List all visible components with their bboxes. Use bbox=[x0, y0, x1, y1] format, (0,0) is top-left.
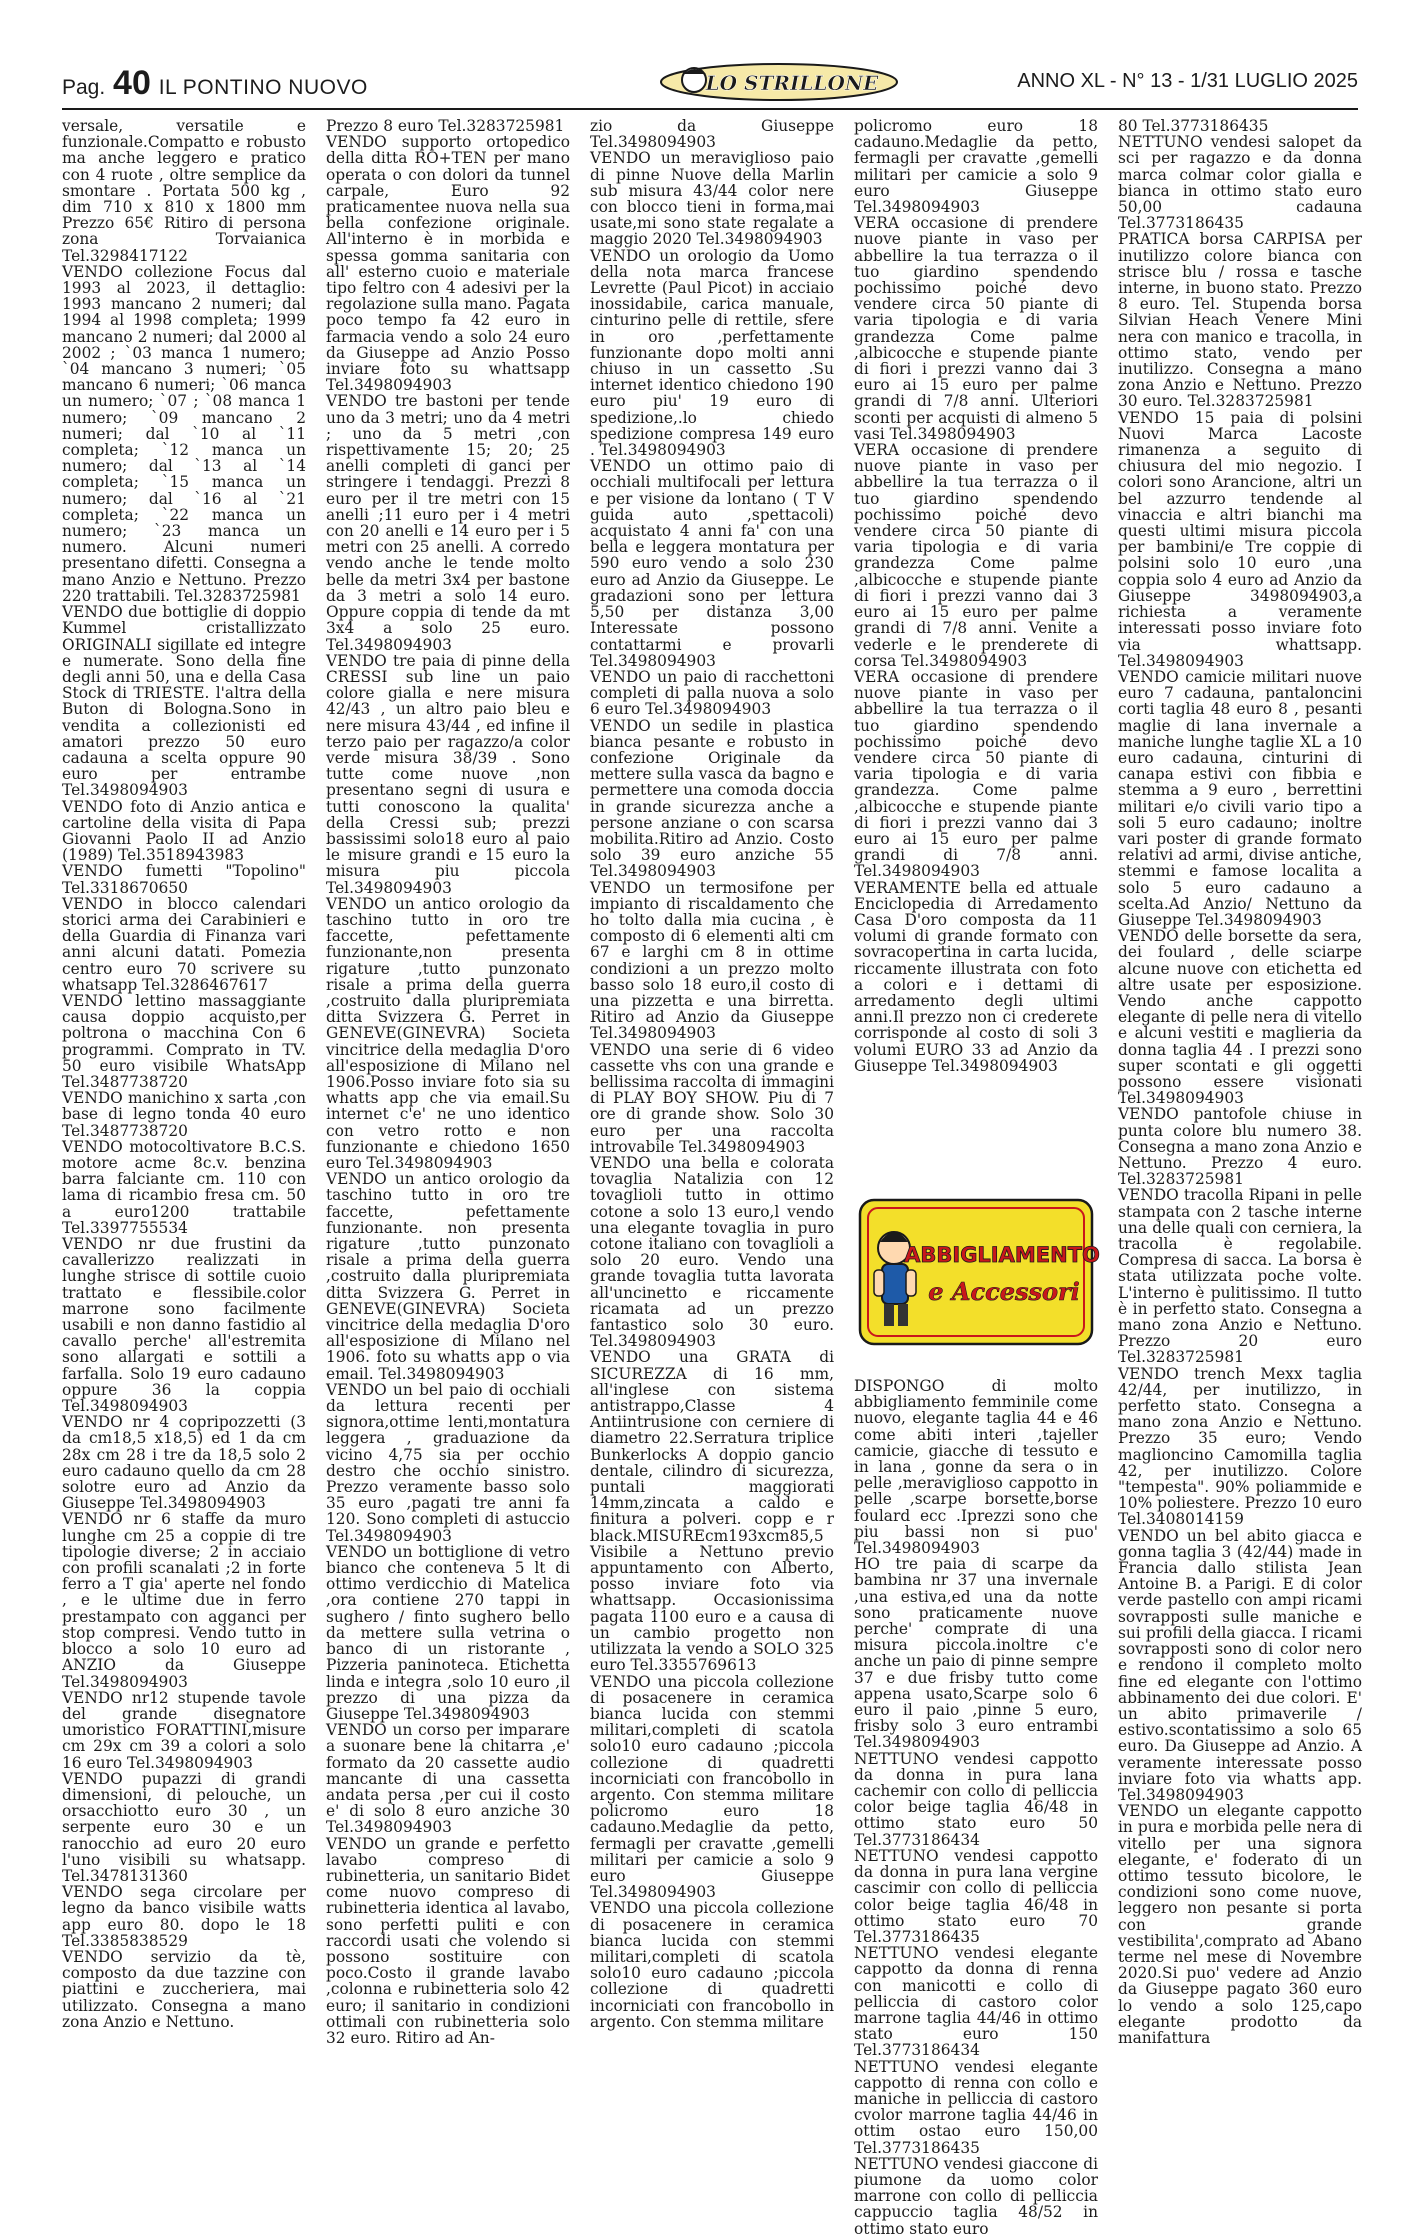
classified-ad: zio da Giuseppe Tel.3498094903 bbox=[590, 117, 834, 152]
section-banner-graphic bbox=[854, 1192, 1098, 1352]
classified-ad: VERA occasione di prendere nuove piante in vaso per abbellire la tua terrazza o il tuo giardino spendendo pochissimo poiché devo vendere circa 50 piante di varia tipologia e di varia grandezza Come palme ,albicocche e stupende piante di fiori i prezzi vanno dai 3 euro ai 15 euro per palme grandi di 7/8 anni. Ulteriori sconti per acquisti di almeno 5 vasi Tel.3498094903 bbox=[854, 214, 1098, 443]
section-title: ABBIGLIAMENTO bbox=[904, 1243, 1100, 1267]
classified-ad: policromo euro 18 cadauno.Medaglie da petto, fermagli per cravatte ,gemelli militari per camicie a solo 9 euro Giuseppe Tel.3498094903 bbox=[854, 117, 1098, 217]
classified-ad: VENDO un corso per imparare a suonare bene la chitarra ,e' formato da 20 cassette audio mancante di una cassetta andata persa ,per cui il costo e' di solo 8 euro anziche 30 Tel.3498094903 bbox=[326, 1721, 570, 1837]
ad-column-2 bbox=[326, 117, 570, 2047]
classified-ad: VENDO fumetti "Topolino" Tel.3318670650 bbox=[62, 862, 306, 897]
classified-ad: VENDO servizio da tè, composto da due tazzine con piattini e zuccheriera, mai utilizzato. Consegna a mano zona Anzio e Nettuno. bbox=[62, 1947, 306, 2031]
header-rule bbox=[62, 108, 1358, 110]
classified-ad: VENDO due bottiglie di doppio Kummel cristallizzato ORIGINALI sigillate ed integre e numerate. Sono della fine degli anni 50, una e della Casa Stock di TRIESTE. l'altra della Buton di Bologna.Sono in vendita a collezionisti ed amatori prezzo 50 euro cadauna a scelta oppure 90 euro per entrambe Tel.3498094903 bbox=[62, 603, 306, 800]
classified-ad: VENDO nr 4 copripozzetti (3 da cm18,5 x18,5) ed 1 da cm 28x cm 28 i tre da 18,5 solo 2 euro cadauno quello da cm 28 solotre euro ad Anzio da Giuseppe Tel.3498094903 bbox=[62, 1413, 306, 1513]
ad-column-4 bbox=[854, 117, 1100, 2238]
classified-ad: VENDO un bottiglione di vetro bianco che conteneva 5 lt di ottimo verdicchio di Matelica ,ora contiene 270 tappi in sughero / finto sughero bello da mettere sulla vetrina o banco di un ristorante , Pizzeria paninoteca. Etichetta linda e integra ,solo 10 euro ,il prezzo di una pizza da Giuseppe Tel.3498094903 bbox=[326, 1542, 570, 1723]
classified-ad: VENDO un bel paio di occhiali da lettura recenti per signora,ottime lenti,montatura leggera , graduazione da vicino 4,75 sia per occhio destro che occhio sinistro. Prezzo veramente basso solo 35 euro ,pagati tre anni fa 120. Sono completi di astuccio Tel.3498094903 bbox=[326, 1380, 570, 1545]
classified-ad: VENDO lettino massaggiante causa doppio acquisto,per poltrona o macchina Con 6 programmi. Comprato in TV. 50 euro visibile WhatsApp Tel.3487738720 bbox=[62, 991, 306, 1091]
classified-ad: VENDO tre bastoni per tende uno da 3 metri; uno da 4 metri ; uno da 5 metri ,con rispettivamente 15; 20; 25 anelli completi di ganci per stringere i tendaggi. Prezzi 8 euro per il tre metri con 15 anelli ;11 euro per i 4 metri con 20 anelli e 14 euro per i 5 metri con 25 anelli. A corredo vendo anche le tende molto belle da metri 3x4 per bastone da 3 metri a solo 14 euro. Oppure coppia di tende da mt 3x4 a solo 25 euro. Tel.3498094903 bbox=[326, 392, 570, 654]
classified-ad: HO tre paia di scarpe da bambina nr 37 una invernale ,una estiva,ed una da notte sono praticamente nuove perche' comprate di una misura piccola.inoltre c'e anche un paio di pinne sempre 37 e due frisby tutto come appena usato,Scarpe solo 6 euro il paio ,pinne 5 euro, frisby solo 3 euro entrambi Tel.3498094903 bbox=[854, 1555, 1098, 1752]
newspaper-name: IL PONTINO NUOVO bbox=[158, 76, 368, 99]
classified-ad: VENDO 15 paia di polsini Nuovi Marca Lacoste rimanenza a seguito di chiusura del mio negozio. I colori sono Arancione, altri un bel azzurro tendende al vinaccia e altri bianchi ma questi ultimi misura piccola per bambini/e Tre coppie di polsini solo 10 euro ,una coppia solo 4 euro ad Anzio da Giuseppe 3498094903,a richiesta a veramente interessati posso inviare foto via whattsapp. Tel.3498094903 bbox=[1118, 408, 1362, 670]
classified-ad: VENDO manichino x sarta ,con base di legno tonda 40 euro Tel.3487738720 bbox=[62, 1089, 306, 1140]
classified-ad: VERAMENTE bella ed attuale Enciclopedia di Arredamento Casa D'oro composta da 11 volumi di grande formato con sovracopertina in carta lucida, riccamente illustrata con foto a colori e i dettami di arredamento degli ultimi anni.Il prezzo non ci crederete corrisponde al costo di soli 3 volumi EURO 33 ad Anzio da Giuseppe Tel.3498094903 bbox=[854, 878, 1098, 1075]
classified-ad: VENDO un bel abito giacca e gonna taglia 3 (42/44) made in Francia dallo stilista Jean Antoine B. a Parigi. E di color verde pastello con ampi ricami sovrapposti sulle maniche e sui profili della giacca. I ricami sovrapposti sono di color nero e rendono il completo molto fine ed elegante con l'ottimo abbinamento dei due colori. E' un abito primaverile / estivo.scontatissimo a solo 65 euro. Da Giuseppe ad Anzio. A veramente interessate posso inviare foto via whatts app. Tel.3498094903 bbox=[1118, 1526, 1362, 1804]
classified-ad: VENDO una bella e colorata tovaglia Natalizia con 12 tovaglioli tutto in ottimo cotone a solo 13 euro,l vendo una elegante tovaglia in puro cotone italiano con tovaglioli a solo 20 euro. Vendo una grande tovaglia tutta lavorata all'uncinetto e riccamente ricamata ad un prezzo fantastico solo 30 euro. Tel.3498094903 bbox=[590, 1154, 834, 1351]
classified-ad: VENDO un antico orologio da taschino tutto in oro tre faccette, pefettamente funzionante,non presenta rigature ,tutto punzonato risale a prima della guerra ,costruito dalla pluripremiata ditta Svizzera G. Perret in GENEVE(GINEVRA) Societa vincitrice della medaglia D'oro all'esposizione di Milano nel 1906.Posso inviare foto sia su whatts app che via email.Su internet c'e' ne uno identico con vetro rotto e non funzionante e chiedono 1650 euro Tel.3498094903 bbox=[326, 894, 570, 1172]
classified-ad: VENDO tre paia di pinne della CRESSI sub line un paio colore gialla e nere misura 42/43 , un altro paio bleu e nere misura 43/44 , ed infine il terzo paio per ragazzo/a color verde misura 38/39 . Sono tutte come nuove ,non presentano segni di usura e tutti conoscono la qualita' della Cressi sub; prezzi bassissimi solo18 euro al paio le misure grandi e 15 euro la misura piu piccola Tel.3498094903 bbox=[326, 651, 570, 897]
page-header bbox=[62, 58, 1358, 108]
ad-column-4-lower bbox=[854, 1377, 1098, 2238]
classified-ad: VENDO delle borsette da sera, dei foulard , delle sciarpe alcune nuove con etichetta ed altre usate per esposizione. Vendo anche cappotto elegante di pelle nera di vitello e alcuni vestiti e maglieria da donna taglia 44 . I prezzi sono super scontati e gli oggetti possono essere visionati Tel.3498094903 bbox=[1118, 927, 1362, 1108]
classified-ad: VENDO una serie di 6 video cassette vhs con una grande e bellissima raccolta di immagini di PLAY BOY SHOW. Piu di 7 ore di grande show. Solo 30 euro per una raccolta introvabile Tel.3498094903 bbox=[590, 1040, 834, 1156]
section-banner-abbigliamento bbox=[854, 1192, 1098, 1352]
classified-ad: VERA occasione di prendere nuove piante in vaso per abbellire la tua terrazza o il tuo giardino spendendo pochissimo poiché devo vendere circa 50 piante di varia tipologia e di varia grandezza Come palme ,albicocche e stupende piante di fiori i prezzi vanno dai 3 euro ai 15 euro per palme grandi di 7/8 anni. Venite a vederle e le prenderete di corsa Tel.3498094903 bbox=[854, 441, 1098, 670]
ad-column-4-upper bbox=[854, 118, 1098, 1178]
classified-ad: VENDO pantofole chiuse in punta colore blu numero 38. Consegna a mano zona Anzio e Nettuno. Prezzo 4 euro. Tel.3283725981 bbox=[1118, 1105, 1362, 1189]
classified-ad: VENDO un elegante cappotto in pura e morbida pelle nera di vitello per una signora elegante, e' foderato di un ottimo tessuto bicolore, le condizioni sono come nuove, leggero non pesante si porta con grande vestibilita',comprato ad Abano terme nel mese di Novembre 2020.Si puo' vedere ad Anzio da Giuseppe pagato 360 euro lo vendo a solo 125,capo elegante prodotto da manifattura bbox=[1118, 1802, 1362, 2047]
classified-ad: VENDO nr due frustini da cavallerizzo realizzati in lunghe strisce di sottile cuoio trattato e flessibile.color marrone sono facilmente usabili e non danno fastidio al cavallo perche' all'estremita sono allargati e sottili a farfalla. Solo 19 euro cadauno oppure 36 la coppia Tel.3498094903 bbox=[62, 1235, 306, 1416]
page-label: Pag. bbox=[62, 76, 106, 99]
section-subtitle: e Accessori bbox=[928, 1277, 1080, 1306]
classified-ad: VENDO un ottimo paio di occhiali multifocali per lettura e per visione da lontano ( T V guida auto ,spettacoli) acquistato 4 anni fa' con una bella e leggera montatura per 590 euro vendo a solo 230 euro ad Anzio da Giuseppe. Le gradazioni sono per lettura 5,50 per distanza 3,00 Interessate possono contattarmi e provarli Tel.3498094903 bbox=[590, 457, 834, 670]
page-number: 40 bbox=[113, 64, 151, 102]
classified-ad: DISPONGO di molto abbigliamento femminile come nuovo, elegante taglia 44 e 46 come abiti interi ,tajeller camicie, giacche di tessuto e in lana , gonne da sera o in pelle ,meraviglioso cappotto in pelle ,scarpe borsette,borse foulard ecc .Iprezzi sono che piu bassi non si puo' Tel.3498094903 bbox=[854, 1377, 1098, 1558]
ad-column-1 bbox=[62, 117, 306, 2031]
classified-ad: VENDO una GRATA di SICUREZZA di 16 mm, all'inglese con sistema antistrappo,Classe 4 Antiintrusione con cerniere di diametro 22.Serratura triplice Bunkerlocks A doppio gancio dentale, cilindro di sicurezza, puntali maggiorati 14mm,zincata a caldo e finitura a polveri. copp e r black.MISUREcm193xcm85,5 Visibile a Nettuno previo appuntamento con Alberto, posso inviare foto via whattsapp. Occasionissima pagata 1100 euro e a causa di un cambio progetto non utilizzata la vendo a SOLO 325 euro Tel.3355769613 bbox=[590, 1348, 834, 1675]
classified-ad: VENDO una piccola collezione di posacenere in ceramica bianca lucida con stemmi militari,completi di scatola solo10 euro cadauno ;piccola collezione di quadretti incorniciati con francobollo in argento. Con stemma militare bbox=[590, 1899, 834, 2031]
classified-ad: VENDO motocoltivatore B.C.S. motore acme 8c.v. benzina barra falciante cm. 110 con lama di ricambio fresa cm. 50 a euro1200 trattabile Tel.3397755534 bbox=[62, 1137, 306, 1237]
logo-text: LO STRILLONE bbox=[705, 71, 879, 95]
classified-ad: VENDO in blocco calendari storici arma dei Carabinieri e della Guardia di Finanza vari anni alcuni datati. Pomezia centro euro 70 scrivere su whatsapp Tel.3286467617 bbox=[62, 894, 306, 994]
lo-strillone-logo bbox=[654, 58, 904, 104]
classified-ad: NETTUNO vendesi giaccone di piumone da uomo color marrone con collo di pelliccia cappuccio taglia 48/52 in ottimo stato euro bbox=[854, 2154, 1098, 2238]
classified-ad: VENDO sega circolare per legno da banco visibile watts app euro 80. dopo le 18 Tel.3385838529 bbox=[62, 1883, 306, 1950]
classified-ad: VENDO un termosifone per impianto di riscaldamento che ho tolto dalla mia cucina , è composto di 6 elementi alti cm 67 e larghi cm 8 in ottime condizioni a un prezzo molto basso solo 18 euro,il costo di una pizzetta e una birretta. Ritiro ad Anzio da Giuseppe Tel.3498094903 bbox=[590, 878, 834, 1043]
classified-ad: VENDO un antico orologio da taschino tutto in oro tre faccette, pefettamente funzionante. non presenta rigature ,tutto punzonato risale a prima della guerra ,costruito dalla pluripremiata ditta Svizzera G. Perret in GENEVE(GINEVRA) Societa vincitrice della medaglia D'oro all'esposizione di Milano nel 1906. foto su whatts app o via email. Tel.3498094903 bbox=[326, 1170, 570, 1383]
ad-column-3 bbox=[590, 117, 834, 2031]
classified-ad: NETTUNO vendesi salopet da sci per ragazzo e da donna marca colmar color gialla e bianca in ottimo stato euro 50,00 cadauna Tel.3773186435 bbox=[1118, 133, 1362, 233]
classified-ad: NETTUNO vendesi elegante cappotto di renna con collo e maniche in pelliccia di castoro cvolor marrone taglia 44/46 in ottim ostao euro 150,00 Tel.3773186435 bbox=[854, 2057, 1098, 2157]
classified-ad: VENDO camicie militari nuove euro 7 cadauna, pantaloncini corti taglia 48 euro 8 , pesanti maglie di lana invernale a maniche lunghe taglie XL a 10 euro cadauna, cinturini di canapa estivi con fibbia e stemma a 9 euro , berrettini militari e/o civili vario tipo a soli 5 euro cadauno; inoltre vari poster di grande formato relativi ad armi, divise antiche, stemmi e famose localita a solo 5 euro cadauno a scelta.Ad Anzio/ Nettuno da Giuseppe Tel.3498094903 bbox=[1118, 667, 1362, 929]
classified-ad: VENDO foto di Anzio antica e cartoline della visita di Papa Giovanni Paolo II ad Anzio (1989) Tel.3518943983 bbox=[62, 797, 306, 865]
classified-ad: Prezzo 8 euro Tel.3283725981 bbox=[326, 117, 565, 135]
classified-ad: VENDO supporto ortopedico della ditta RO+TEN per mano operata o con dolori da tunnel carpale, Euro 92 praticamentee nuova nella sua bella confezione originale. All'interno è in morbida e spessa gomma sanitaria con all' esterno cuoio e materiale tipo feltro con 4 adesivi per la regolazione sulla mano. Pagata poco tempo fa 42 euro in farmacia vendo a solo 24 euro da Giuseppe ad Anzio Posso inviare foto su whattsapp Tel.3498094903 bbox=[326, 133, 570, 395]
classified-ad: VENDO pupazzi di grandi dimensioni, di pelouche, un orsacchiotto euro 30 , un serpente euro 30 e un ranocchio ad euro 20 euro l'uno visibili su whatsapp. Tel.3478131360 bbox=[62, 1769, 306, 1885]
classified-ad: VENDO nr12 stupende tavole del grande disegnatore umoristico FORATTINI,misure cm 29x cm 39 a colori a solo 16 euro Tel.3498094903 bbox=[62, 1688, 306, 1772]
classified-ad: 80 Tel.3773186435 bbox=[1118, 117, 1269, 135]
classified-ad: VENDO tracolla Ripani in pelle stampata con 2 tasche interne una delle quali con cerniera, la tracolla è regolabile. Compresa di sacca. La borsa è stata utilizzata poche volte. L'interno è pulitissimo. Il tutto è in perfetto stato. Consegna a mano zona Anzio e Nettuno. Prezzo 20 euro Tel.3283725981 bbox=[1118, 1186, 1362, 1367]
classified-ad: VENDO un paio di racchettoni completi di palla nuova a solo 6 euro Tel.3498094903 bbox=[590, 667, 834, 719]
classified-ad: NETTUNO vendesi cappotto da donna in pura lana cachemir con collo di pelliccia color beige taglia 46/48 in ottimo stato euro 50 Tel.3773186434 bbox=[854, 1749, 1098, 1849]
classified-ad: versale, versatile e funzionale.Compatto e robusto ma anche leggero e pratico con 4 ruote , oltre semplice da smontare . Portata 500 kg , dim 710 x 810 x 1800 mm Prezzo 65€ Ritiro di persona zona Torvaianica Tel.3298417122 bbox=[62, 117, 306, 265]
classified-ad: VENDO un grande e perfetto lavabo compreso di rubinetteria, un sanitario Bidet come nuovo compreso di rubinetteria identica al lavabo, sono perfetti puliti e con raccordi usati che volendo si possono sostituire con poco.Costo il grande lavabo ,colonna e rubinetteria solo 42 euro; il sanitario in condizioni ottimali con rubinetteria solo 32 euro. Ritiro ad An- bbox=[326, 1834, 570, 2047]
page-number-block bbox=[62, 64, 368, 103]
classified-ad: VENDO nr 6 staffe da muro lunghe cm 25 a coppie di tre tipologie diverse; 2 in acciaio con profili scanalati ;2 in forte ferro a T gia' aperte nel fondo , e le ultime due in ferro prestampato con agganci per stop compresi. Vendo tutto in blocco a solo 10 euro ad ANZIO da Giuseppe Tel.3498094903 bbox=[62, 1510, 306, 1691]
classified-ad: VENDO una piccola collezione di posacenere in ceramica bianca lucida con stemmi militari,completi di scatola solo10 euro cadauno ;piccola collezione di quadretti incorniciati con francobollo in argento. Con stemma militare policromo euro 18 cadauno.Medaglie da petto, fermagli per cravatte ,gemelli militari per camicie a solo 9 euro Giuseppe Tel.3498094903 bbox=[590, 1672, 834, 1902]
classified-ad: VERA occasione di prendere nuove piante in vaso per abbellire la tua terrazza o il tuo giardino spendendo pochissimo poiché devo vendere circa 50 piante di varia tipologia e di varia grandezza. Come palme ,albicocche e stupende piante di fiori i prezzi vanno dai 3 euro ai 15 euro per palme grandi di 7/8 anni. Tel.3498094903 bbox=[854, 667, 1098, 881]
issue-info: ANNO XL - N° 13 - 1/31 LUGLIO 2025 bbox=[1017, 70, 1358, 92]
classified-ad: NETTUNO vendesi elegante cappotto da donna di renna con manicotti e collo di pelliccia di castoro color marrone taglia 44/46 in ottimo stato euro 150 Tel.3773186434 bbox=[854, 1944, 1098, 2060]
classified-ad: VENDO un orologio da Uomo della nota marca francese Levrette (Paul Picot) in acciaio inossidabile, carica manuale, cinturino pelle di rettile, sfere in oro ,perfettamente funzionante dopo molti anni chiuso in un cassetto .Su internet identico chiedono 190 euro piu' 19 euro di spedizione,.lo chiedo spedizione compresa 149 euro . Tel.3498094903 bbox=[590, 246, 834, 460]
classified-ad: VENDO collezione Focus dal 1993 al 2023, il dettaglio: 1993 mancano 2 numeri; dal 1994 al 1998 completa; 1999 mancano 2 numeri; dal 2000 al 2002 ; `03 manca 1 numero; `04 mancano 3 numeri; `05 mancano 6 numeri; `06 manca un numero; `07 ; `08 manca 1 numero; `09 mancano 2 numeri; dal `10 al `11 completa; `12 manca un numero; dal `13 al `14 completa; `15 manca un numero; dal `16 al `21 completa; `22 manca un numero; `23 manca un numero. Alcuni numeri presentano difetti. Consegna a mano Anzio e Nettuno. Prezzo 220 trattabili. Tel.3283725981 bbox=[62, 262, 306, 605]
classified-ad: PRATICA borsa CARPISA per inutilizzo colore bianca con strisce blu / rossa e tasche interne, in buono stato. Prezzo 8 euro. Tel. Stupenda borsa Silvian Heach Venere Mini nera con manico e tracolla, in ottimo stato, vendo per inutilizzo. Consegna a mano zona Anzio e Nettuno. Prezzo 30 euro. Tel.3283725981 bbox=[1118, 230, 1362, 411]
classified-ad: VENDO un meraviglioso paio di pinne Nuove della Marlin sub misura 43/44 color nere con blocco tieni in forma,mai usate,mi sono state regalate a maggio 2020 Tel.3498094903 bbox=[590, 149, 834, 249]
ad-column-5 bbox=[1118, 117, 1362, 2047]
classified-ad: VENDO un sedile in plastica bianca pesante e robusto in confezione Originale da mettere sulla vasca da bagno e permettere una comoda doccia in grande sicurezza anche a persone anziane o con scarsa mobilita.Ritiro ad Anzio. Costo solo 39 euro anziche 55 Tel.3498094903 bbox=[590, 716, 834, 881]
classified-ad: VENDO trench Mexx taglia 42/44, per inutilizzo, in perfetto stato. Consegna a mano zona Anzio e Nettuno. Prezzo 35 euro; Vendo maglioncino Camomilla taglia 42, per inutilizzo. Colore "tempesta". 90% poliammide e 10% poliestere. Prezzo 10 euro Tel.3408014159 bbox=[1118, 1364, 1362, 1529]
classified-ad: NETTUNO vendesi cappotto da donna in pura lana vergine cascimir con collo di pelliccia color beige taglia 46/48 in ottimo stato euro 70 Tel.3773186435 bbox=[854, 1846, 1098, 1946]
